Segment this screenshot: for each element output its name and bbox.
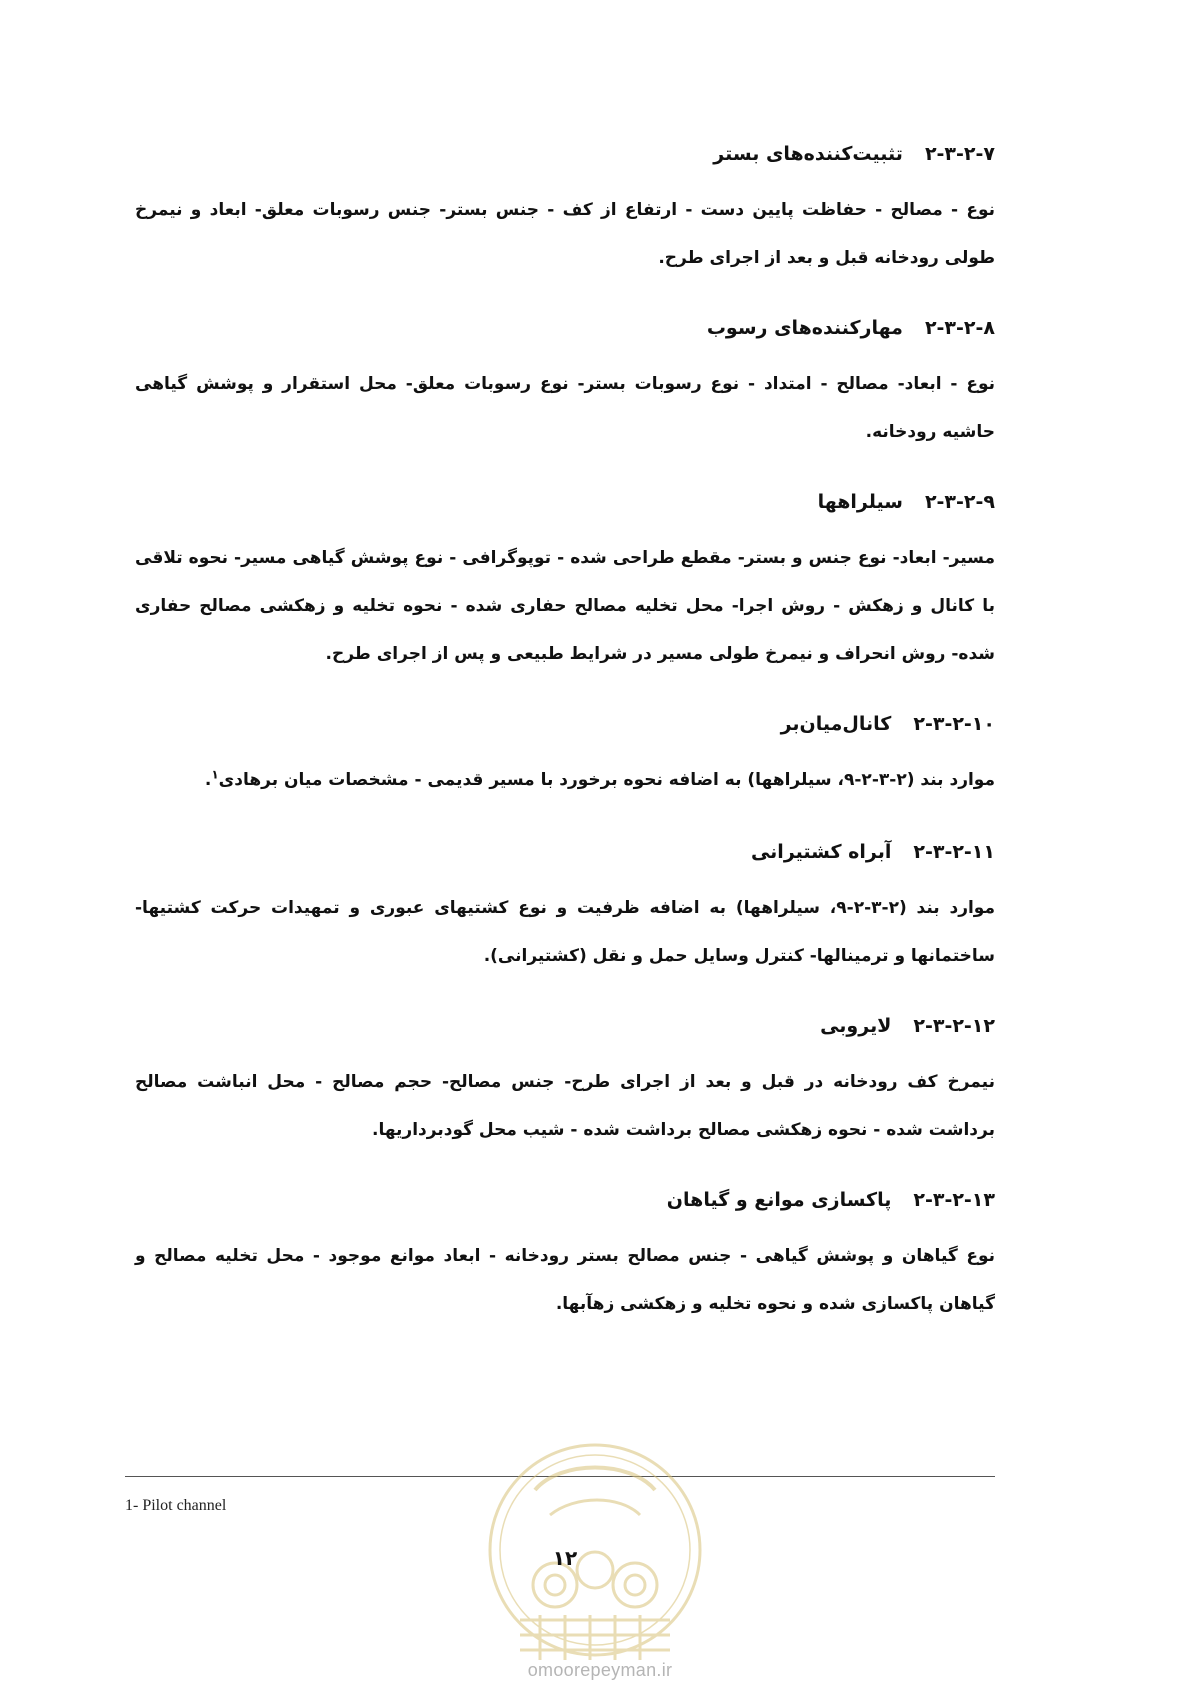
section-number: ۲-۳-۲-۱۱ bbox=[913, 841, 995, 863]
section-body: نوع گیاهان و پوشش گیاهی - جنس مصالح بستر رودخانه - ابعاد موانع موجود - محل تخلیه مصالح و گیاهان پاکسازی شده و نحوه تخلیه و زهکشی زهآبها. bbox=[135, 1246, 995, 1314]
section-title: تثبیت‌کننده‌های بستر bbox=[713, 143, 903, 165]
section-number: ۲-۳-۲-۱۲ bbox=[913, 1015, 995, 1037]
section-body: نوع - ابعاد- مصالح - امتداد - نوع رسوبات بستر- نوع رسوبات معلق- محل استقرار و پوشش گیاهی حاشیه رودخانه. bbox=[135, 374, 995, 442]
section-title: آبراه کشتیرانی bbox=[750, 841, 892, 863]
section-title: سیلراهها bbox=[817, 491, 903, 513]
section-title: کانال‌میان‌بر bbox=[780, 713, 892, 735]
section-number: ۲-۳-۲-۸ bbox=[924, 317, 995, 339]
section-number: ۲-۳-۲-۷ bbox=[924, 143, 995, 165]
section-heading bbox=[135, 838, 995, 866]
section-body: مسیر- ابعاد- نوع جنس و بستر- مقطع طراحی شده - توپوگرافی - نوع پوشش گیاهی مسیر- نحوه تلاقی با کانال و زهکش - روش اجرا- محل تخلیه مصالح حفاری شده - نحوه تخلیه و زهکشی مصالح حفاری شده- روش انحراف و نیمرخ طولی مسیر در شرایط طبیعی و پس از اجرای طرح. bbox=[135, 548, 995, 664]
section-heading bbox=[135, 488, 995, 516]
section-13 bbox=[135, 1186, 995, 1328]
section-number: ۲-۳-۲-۱۳ bbox=[913, 1189, 995, 1211]
section-body-end: . bbox=[204, 770, 212, 790]
footnote-marker[interactable]: ۱ bbox=[211, 767, 219, 782]
section-8 bbox=[135, 314, 995, 456]
section-body-text: موارد بند (۲-۳-۲-۹، سیلراهها) به اضافه نحوه برخورد با مسیر قدیمی - مشخصات میان برهادی bbox=[218, 770, 995, 790]
section-heading bbox=[135, 1012, 995, 1040]
section-body: نیمرخ کف رودخانه در قبل و بعد از اجرای طرح- جنس مصالح- حجم مصالح - محل انباشت مصالح برداشت شده - نحوه زهکشی مصالح برداشت شده - شیب محل گودبرداریها. bbox=[135, 1072, 995, 1140]
section-title: لایروبی bbox=[820, 1015, 892, 1037]
section-11 bbox=[135, 838, 995, 980]
section-number: ۲-۳-۲-۱۰ bbox=[913, 713, 995, 735]
section-12 bbox=[135, 1012, 995, 1154]
section-number: ۲-۳-۲-۹ bbox=[924, 491, 995, 513]
section-heading bbox=[135, 314, 995, 342]
section-title: مهارکننده‌های رسوب bbox=[706, 317, 903, 339]
section-7 bbox=[135, 140, 995, 282]
section-10 bbox=[135, 710, 995, 804]
section-body bbox=[135, 756, 995, 804]
seal-logo-icon bbox=[480, 1420, 710, 1680]
footnote-text: 1- Pilot channel bbox=[125, 1497, 227, 1514]
section-body: موارد بند (۲-۳-۲-۹، سیلراهها) به اضافه ظرفیت و نوع کشتیهای عبوری و تمهیدات حرکت کشتیها- ساختمانها و ترمینالها- کنترل وسایل حمل و نقل (کشتیرانی). bbox=[135, 898, 995, 966]
watermark-text: omoorepeyman.ir bbox=[527, 1660, 673, 1680]
section-title: پاکسازی موانع و گیاهان bbox=[666, 1189, 892, 1211]
section-heading bbox=[135, 1186, 995, 1214]
section-heading bbox=[135, 140, 995, 168]
page-number: ۱۲ bbox=[552, 1546, 578, 1570]
section-heading bbox=[135, 710, 995, 738]
section-body: نوع - مصالح - حفاظت پایین دست - ارتفاع از کف - جنس بستر- جنس رسوبات معلق- ابعاد و نیمرخ طولی رودخانه قبل و بعد از اجرای طرح. bbox=[135, 200, 995, 268]
section-9 bbox=[135, 488, 995, 678]
